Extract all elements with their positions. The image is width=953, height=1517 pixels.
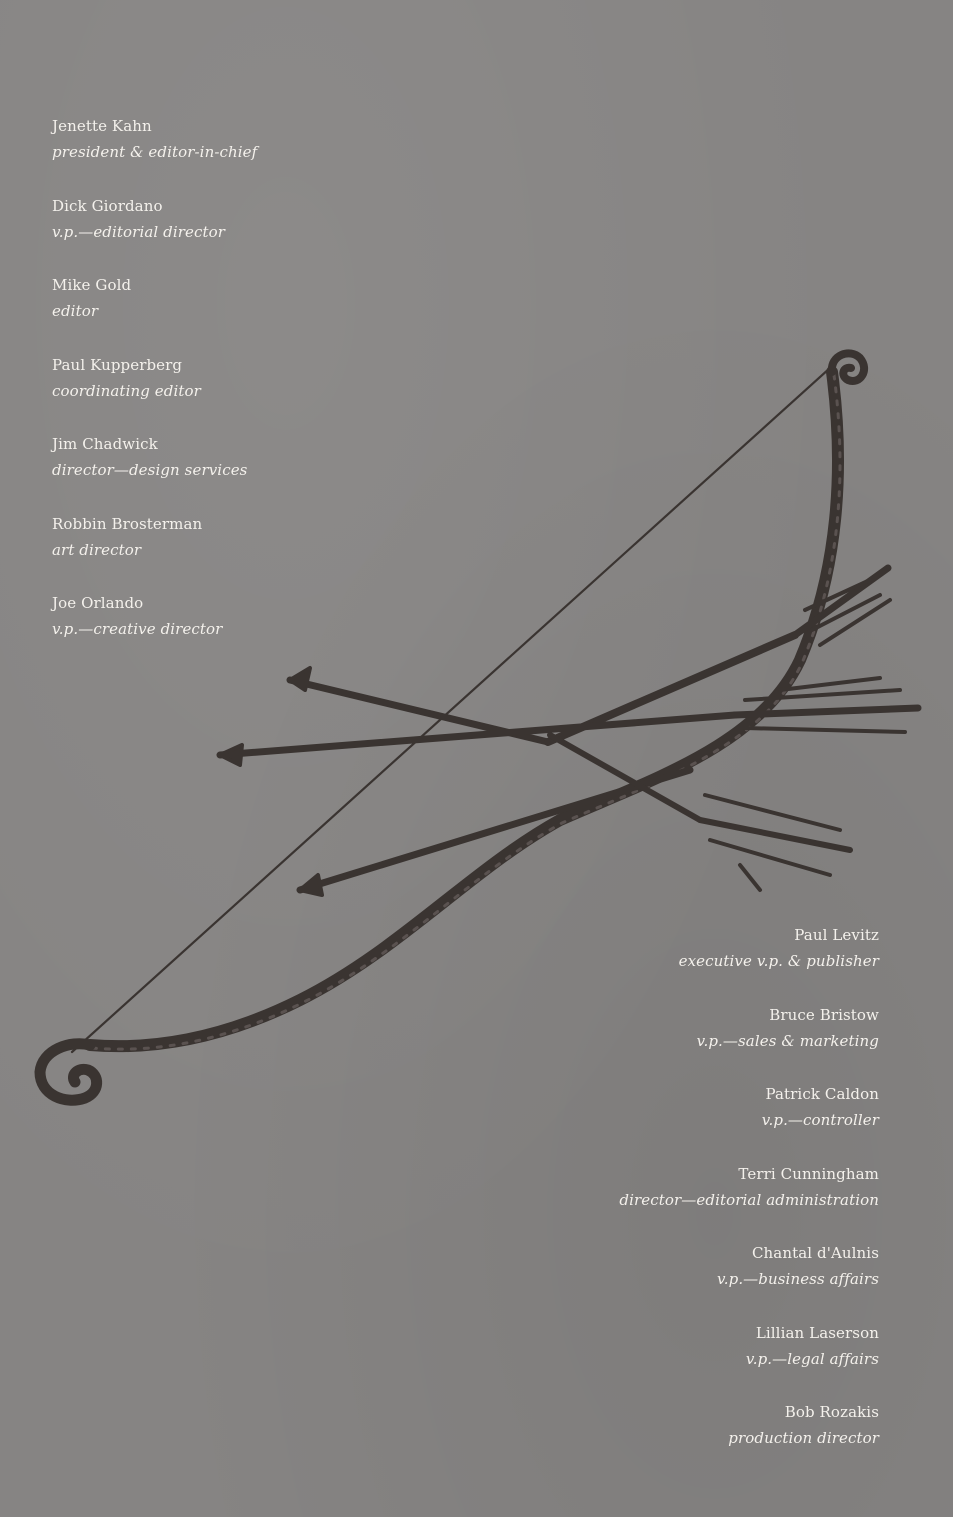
staff-name: Paul Kupperberg: [52, 355, 183, 374]
staff-entry: [519, 1320, 879, 1400]
staff-name: Lillian Laserson: [755, 1323, 879, 1342]
staff-title: v.p.—sales & marketing: [696, 1031, 879, 1050]
staff-title: v.p.—business affairs: [716, 1270, 879, 1288]
staff-entry: [519, 1161, 879, 1241]
staff-name: Patrick Caldon: [765, 1085, 879, 1103]
staff-name: Robbin Brosterman: [52, 514, 203, 533]
staff-title: director—editorial administration: [619, 1190, 879, 1209]
staff-entry: [519, 1240, 879, 1320]
staff-title: production director: [728, 1429, 879, 1447]
staff-name: Terri Cunningham: [738, 1164, 879, 1183]
staff-name: Mike Gold: [52, 276, 132, 294]
staff-title: art director: [52, 540, 142, 559]
right-staff-list: [519, 922, 879, 1479]
staff-title: president & editor-in-chief: [52, 143, 258, 161]
staff-title: v.p.—controller: [761, 1111, 879, 1129]
staff-title: editor: [52, 302, 99, 320]
left-staff-list: [52, 113, 352, 670]
staff-name: Joe Orlando: [52, 594, 144, 612]
staff-entry: [519, 1399, 879, 1479]
staff-name: Jenette Kahn: [52, 117, 152, 135]
staff-entry: [519, 1002, 879, 1082]
staff-entry: [52, 193, 352, 273]
staff-entry: [52, 352, 352, 432]
staff-title: v.p.—editorial director: [52, 222, 226, 241]
staff-title: director—design services: [52, 461, 248, 479]
staff-name: Chantal d'Aulnis: [751, 1244, 879, 1262]
staff-entry: [52, 113, 352, 193]
staff-entry: [519, 922, 879, 1002]
staff-title: v.p.—legal affairs: [745, 1349, 879, 1368]
staff-name: Paul Levitz: [794, 926, 879, 944]
staff-name: Bruce Bristow: [769, 1005, 879, 1024]
staff-entry: [52, 511, 352, 591]
staff-title: executive v.p. & publisher: [678, 952, 879, 970]
staff-title: coordinating editor: [52, 381, 201, 400]
staff-entry: [519, 1081, 879, 1161]
staff-entry: [52, 272, 352, 352]
staff-name: Bob Rozakis: [784, 1403, 879, 1421]
staff-name: Dick Giordano: [52, 196, 163, 215]
staff-entry: [52, 431, 352, 511]
staff-title: v.p.—creative director: [52, 620, 223, 638]
staff-entry: [52, 590, 352, 670]
staff-name: Jim Chadwick: [52, 435, 158, 453]
